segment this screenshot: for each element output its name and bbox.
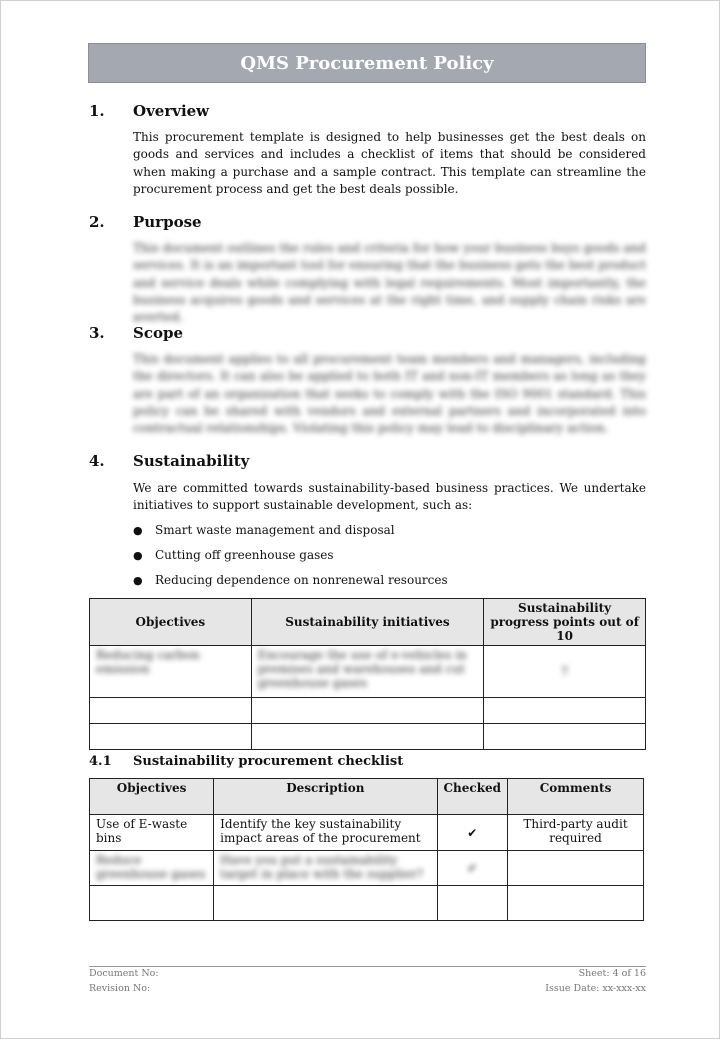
table-cell (508, 886, 644, 921)
table-cell: 7 (484, 646, 646, 698)
column-header: Objectives (90, 779, 214, 815)
section-number: 2. (89, 213, 105, 231)
section-heading-sustainability (89, 452, 249, 470)
table-header-row (90, 599, 646, 646)
section-title: Scope (133, 324, 184, 342)
table-cell: Encourage the use of e-vehicles in premises and warehouses and cut greenhouse gases (251, 646, 484, 698)
table-row (90, 698, 646, 724)
checkmark-icon: ✔ (437, 851, 508, 886)
list-item: ● Reducing dependence on nonrenewal resources (133, 573, 448, 587)
section-heading-scope (89, 324, 183, 342)
subsection-number: 4.1 (89, 754, 112, 769)
table-cell: Have you put a sustainability target in place with the supplier? (214, 851, 437, 886)
purpose-paragraph: This document outlines the rules and criteria for how your business buys goods and services. It is an important tool for ensuring that the business gets the best product and service deals while complying with legal requirements. Most importantly, the business acquires goods and services at the right time, and supply chain risks are averted. (133, 241, 646, 325)
subsection-heading (89, 754, 403, 769)
table-cell: Reducing carbon emission (90, 646, 252, 698)
table-cell (90, 724, 252, 750)
table-header-row (90, 779, 644, 815)
table-cell (90, 886, 214, 921)
section-number: 4. (89, 452, 105, 470)
scope-paragraph: This document applies to all procurement team members and managers, including the directors. It can also be applied to both IT and non-IT members as long as they are part of an organization that seeks to comply with the ISO 9001 standard. This policy can be shared with vendors and external partners and incorporated into contractual relationships. Violating this policy may lead to disciplinary action. (133, 352, 646, 436)
table-row (90, 815, 644, 851)
footer-divider (89, 966, 646, 967)
list-item: ● Smart waste management and disposal (133, 523, 395, 537)
sustainability-bullet-list (133, 522, 646, 597)
section-heading-purpose (89, 213, 202, 231)
section-heading-overview (89, 102, 209, 120)
table-cell (484, 724, 646, 750)
section-number: 3. (89, 324, 105, 342)
subsection-title: Sustainability procurement checklist (133, 754, 404, 769)
sustainability-checklist-table (89, 778, 644, 921)
table-cell (90, 698, 252, 724)
column-header: Sustainability initiatives (251, 599, 484, 646)
section-number: 1. (89, 102, 105, 120)
checkmark-icon: ✔ (437, 815, 508, 851)
table-cell (508, 851, 644, 886)
revision-number-label: Revision No: (89, 983, 151, 994)
table-row (90, 724, 646, 750)
section-title: Overview (133, 102, 210, 120)
table-cell: Reduce greenhouse gases (90, 851, 214, 886)
section-title: Sustainability (133, 452, 250, 470)
table-cell (484, 698, 646, 724)
table-cell: Use of E-waste bins (90, 815, 214, 851)
table-cell (214, 886, 437, 921)
table-row (90, 646, 646, 698)
document-title: QMS Procurement Policy (88, 43, 646, 83)
bullet-icon: ● (133, 524, 143, 537)
bullet-icon: ● (133, 549, 143, 562)
table-cell (437, 886, 508, 921)
section-title: Purpose (133, 213, 202, 231)
overview-paragraph: This procurement template is designed to help businesses get the best deals on goods and services and includes a checklist of items that should be considered when making a purchase and a sample contract. This template can streamline the procurement process and get the best deals possible. (133, 130, 646, 196)
sheet-number: Sheet: 4 of 16 (578, 968, 646, 979)
bullet-icon: ● (133, 574, 143, 587)
table-row (90, 851, 644, 886)
table-row (90, 886, 644, 921)
column-header: Sustainability progress points out of 10 (484, 599, 646, 646)
issue-date: Issue Date: xx-xxx-xx (545, 983, 646, 994)
table-cell: Third-party audit required (508, 815, 644, 851)
list-item: ● Cutting off greenhouse gases (133, 548, 334, 562)
column-header: Checked (437, 779, 508, 815)
column-header: Description (214, 779, 437, 815)
document-number-label: Document No: (89, 968, 159, 979)
column-header: Comments (508, 779, 644, 815)
sustainability-initiatives-table (89, 598, 646, 750)
table-cell (251, 698, 484, 724)
table-cell (251, 724, 484, 750)
sustainability-paragraph: We are committed towards sustainability-based business practices. We undertake initiatives to support sustainable development, such as: (133, 481, 646, 513)
column-header: Objectives (90, 599, 252, 646)
table-cell: Identify the key sustainability impact areas of the procurement (214, 815, 437, 851)
